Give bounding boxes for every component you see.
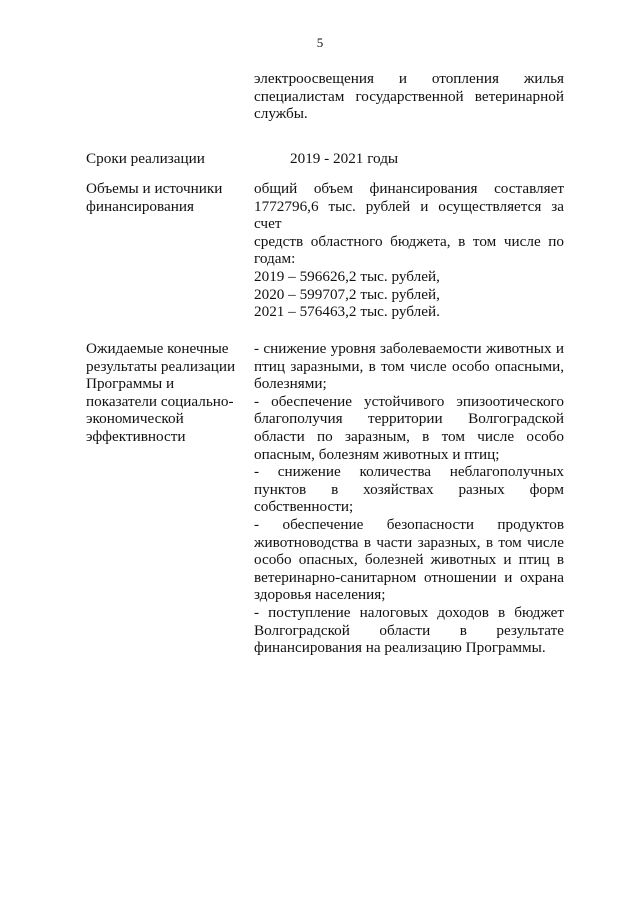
results-line: - снижение уровня заболеваемости животных и <box>254 340 564 357</box>
results-line: собственности; <box>254 498 354 516</box>
results-line: здоровья населения; <box>254 586 386 604</box>
financing-line: 2019 – 596626,2 тыс. рублей, <box>254 267 440 285</box>
results-line: ветеринарно-санитарном отношении и охрана <box>254 568 564 586</box>
financing-line: 2021 – 576463,2 тыс. рублей. <box>254 303 440 321</box>
financing-label <box>86 180 246 215</box>
continuation-text <box>254 70 564 123</box>
financing-text <box>254 180 564 321</box>
financing-label-line: финансирования <box>86 197 194 215</box>
financing-line: 2020 – 599707,2 тыс. рублей, <box>254 285 440 303</box>
results-label-line: эффективности <box>86 427 186 445</box>
results-label-line: Ожидаемые конечные <box>86 340 229 357</box>
results-label-line: экономической <box>86 410 184 428</box>
results-text <box>254 340 564 657</box>
page-number: 5 <box>316 35 324 50</box>
financing-label-line: Объемы и источники <box>86 180 223 197</box>
results-label <box>86 340 246 446</box>
results-line: финансирования на реализацию Программы. <box>254 639 546 657</box>
results-line: птиц заразными, в том числе особо опасными, <box>254 357 564 375</box>
continuation-line: службы. <box>254 105 308 123</box>
results-line: - поступление налоговых доходов в бюджет <box>254 603 564 621</box>
continuation-line: электроосвещения и отопления жилья <box>254 70 564 87</box>
results-line: животноводства в части заразных, в том числе <box>254 533 564 551</box>
financing-line: 1772796,6 тыс. рублей и осуществляется за счет <box>254 197 564 233</box>
continuation-line: специалистам государственной ветеринарной <box>254 87 564 105</box>
financing-line: средств областного бюджета, в том числе по <box>254 232 564 250</box>
results-line: Волгоградской области в результате <box>254 621 564 639</box>
results-line: болезнями; <box>254 375 327 393</box>
results-line: - снижение количества неблагополучных <box>254 463 564 481</box>
results-line: опасным, болезням животных и птиц; <box>254 445 500 463</box>
results-line: пунктов в хозяйствах разных форм <box>254 480 564 498</box>
results-label-line: Программы и <box>86 375 175 393</box>
timeline-label: Сроки реализации <box>86 150 205 167</box>
results-line: области по заразным, в том числе особо <box>254 427 564 445</box>
results-label-line: результаты реализации <box>86 357 236 375</box>
results-line: особо опасных, болезней животных и птиц в <box>254 551 564 569</box>
timeline-value: 2019 - 2021 годы <box>290 150 399 167</box>
financing-line: годам: <box>254 250 296 268</box>
results-line: благополучия территории Волгоградской <box>254 410 564 428</box>
results-line: - обеспечение устойчивого эпизоотического <box>254 392 564 410</box>
results-line: - обеспечение безопасности продуктов <box>254 515 564 533</box>
financing-line: общий объем финансирования составляет <box>254 180 564 197</box>
results-label-line: показатели социально- <box>86 392 234 410</box>
